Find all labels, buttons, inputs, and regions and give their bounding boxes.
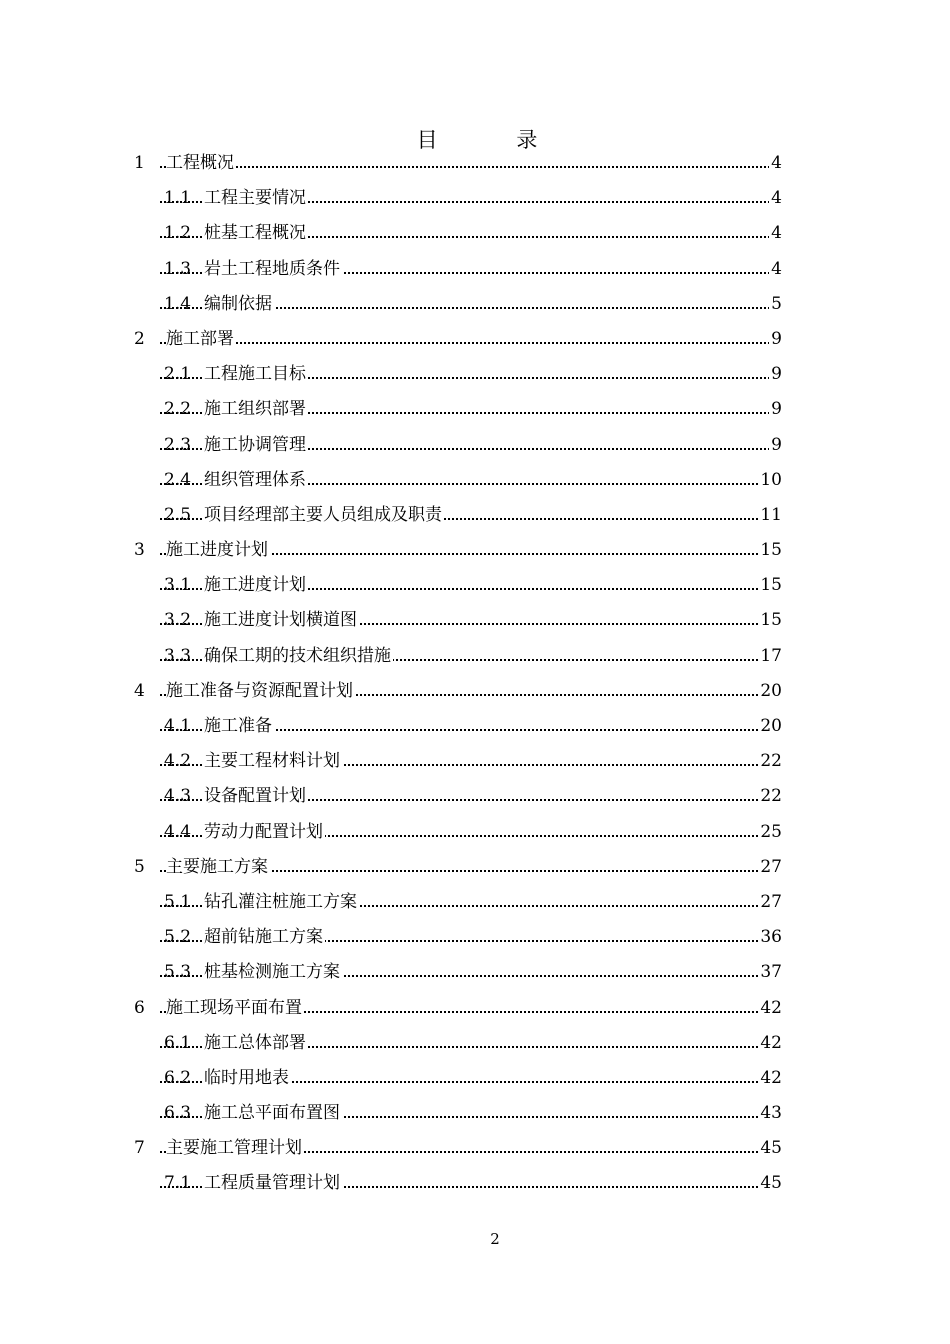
toc-section-entry[interactable] (0, 814, 950, 849)
toc-entry-number: 6 (134, 997, 145, 1018)
toc-entry-title: 钻孔灌注桩施工方案 (204, 891, 357, 912)
toc-entry-page-number: 22 (760, 751, 782, 772)
toc-section-entry[interactable] (0, 356, 950, 391)
toc-chapter-entry[interactable] (0, 321, 950, 356)
toc-entry-page-number: 27 (760, 856, 782, 877)
toc-section-entry[interactable] (0, 778, 950, 813)
toc-dot-leader (160, 340, 782, 344)
toc-entry-number: 3.3 (164, 645, 192, 666)
toc-entry-title: 工程主要情况 (204, 188, 306, 209)
toc-section-entry[interactable] (0, 427, 950, 462)
toc-entry-page-number: 11 (760, 504, 782, 525)
toc-section-entry[interactable] (0, 919, 950, 954)
toc-chapter-entry[interactable] (0, 673, 950, 708)
toc-entry-number: 3.1 (164, 575, 192, 596)
toc-entry-title: 工程施工目标 (204, 364, 306, 385)
toc-entry-number: 2.2 (164, 399, 192, 420)
toc-entry-number: 1.4 (164, 293, 192, 314)
toc-section-entry[interactable] (0, 215, 950, 250)
toc-entry-number: 6.2 (164, 1067, 192, 1088)
toc-entry-number: 2.3 (164, 434, 192, 455)
toc-entry-number: 3.2 (164, 610, 192, 631)
toc-entry-number: 5 (134, 856, 145, 877)
toc-entry-title: 主要工程材料计划 (204, 751, 340, 772)
toc-entry-title: 主要施工管理计划 (166, 1138, 302, 1159)
toc-entry-number: 5.1 (164, 891, 192, 912)
toc-section-entry[interactable] (0, 1095, 950, 1130)
toc-entry-page-number: 17 (760, 645, 782, 666)
toc-entry-page-number: 25 (760, 821, 782, 842)
toc-entry-number: 1.3 (164, 258, 192, 279)
toc-entry-number: 1.2 (164, 223, 192, 244)
toc-entry-page-number: 4 (771, 188, 782, 209)
toc-entry-number: 5.2 (164, 927, 192, 948)
toc-section-entry[interactable] (0, 567, 950, 602)
toc-entry-page-number: 42 (760, 1032, 782, 1053)
toc-entry-page-number: 4 (771, 258, 782, 279)
toc-section-entry[interactable] (0, 743, 950, 778)
toc-entry-title: 施工进度计划 (166, 540, 268, 561)
toc-entry-title: 施工准备 (204, 716, 272, 736)
toc-section-entry[interactable] (0, 884, 950, 919)
toc-entry-title: 设备配置计划 (204, 786, 306, 807)
toc-entry-title: 施工进度计划横道图 (204, 610, 357, 631)
toc-entry-number: 3 (134, 540, 145, 561)
toc-entry-page-number: 45 (760, 1138, 782, 1159)
toc-entry-title: 施工进度计划 (204, 575, 306, 596)
toc-entry-title: 劳动力配置计划 (204, 821, 323, 842)
toc-entry-title: 临时用地表 (204, 1067, 289, 1088)
toc-section-entry[interactable] (0, 251, 950, 286)
toc-entry-page-number: 42 (760, 1067, 782, 1088)
toc-entry-title: 编制依据 (204, 293, 272, 314)
toc-entry-title: 主要施工方案 (166, 856, 268, 877)
toc-entry-page-number: 9 (771, 364, 782, 385)
toc-title: 目 录 (416, 128, 574, 152)
toc-section-entry[interactable] (0, 286, 950, 321)
toc-entry-number: 2.1 (164, 364, 192, 385)
toc-entry-title: 施工准备与资源配置计划 (166, 680, 353, 701)
toc-entry-title: 施工总平面布置图 (204, 1103, 340, 1124)
toc-entry-number: 6.3 (164, 1103, 192, 1124)
toc-entry-page-number: 15 (760, 540, 782, 561)
toc-section-entry[interactable] (0, 462, 950, 497)
toc-entry-page-number: 4 (771, 223, 782, 244)
toc-chapter-entry[interactable] (0, 145, 950, 180)
toc-entry-number: 4.3 (164, 786, 192, 807)
toc-chapter-entry[interactable] (0, 1130, 950, 1165)
toc-section-entry[interactable] (0, 180, 950, 215)
toc-entry-page-number: 9 (771, 434, 782, 455)
toc-section-entry[interactable] (0, 954, 950, 989)
toc-entry-title: 确保工期的技术组织措施 (204, 645, 391, 666)
toc-entry-page-number: 20 (760, 680, 782, 701)
toc-entry-number: 4.4 (164, 821, 192, 842)
toc-section-entry[interactable] (0, 391, 950, 426)
toc-section-entry[interactable] (0, 1025, 950, 1060)
toc-entry-page-number: 20 (760, 716, 782, 736)
toc-entry-title: 施工组织部署 (204, 399, 306, 420)
toc-entry-page-number: 4 (771, 153, 782, 173)
toc-entry-page-number: 22 (760, 786, 782, 807)
toc-section-entry[interactable] (0, 708, 950, 743)
toc-section-entry[interactable] (0, 1165, 950, 1200)
toc-entry-page-number: 45 (760, 1173, 782, 1194)
toc-section-entry[interactable] (0, 497, 950, 532)
toc-entry-number: 4.1 (164, 716, 192, 736)
toc-entry-page-number: 10 (760, 469, 782, 490)
toc-entry-number: 7 (134, 1138, 145, 1159)
toc-entry-title: 施工现场平面布置 (166, 997, 302, 1018)
toc-dot-leader (160, 164, 782, 168)
toc-chapter-entry[interactable] (0, 990, 950, 1025)
toc-entry-page-number: 42 (760, 997, 782, 1018)
toc-entry-number: 1 (134, 153, 145, 173)
toc-entry-page-number: 9 (771, 328, 782, 349)
toc-entry-page-number: 15 (760, 575, 782, 596)
toc-entry-page-number: 15 (760, 610, 782, 631)
toc-entry-number: 5.3 (164, 962, 192, 983)
toc-entry-page-number: 5 (771, 293, 782, 314)
toc-section-entry[interactable] (0, 638, 950, 673)
toc-entry-page-number: 43 (760, 1103, 782, 1124)
toc-entry-number: 2.5 (164, 504, 192, 525)
toc-entry-page-number: 36 (760, 927, 782, 948)
toc-chapter-entry[interactable] (0, 849, 950, 884)
toc-entry-number: 4 (134, 680, 145, 701)
toc-entry-number: 2 (134, 328, 145, 349)
toc-entry-title: 组织管理体系 (204, 469, 306, 490)
toc-section-entry[interactable] (0, 1060, 950, 1095)
toc-entry-title: 桩基工程概况 (204, 223, 306, 244)
toc-entry-number: 2.4 (164, 469, 192, 490)
toc-entry-number: 6.1 (164, 1032, 192, 1053)
toc-entry-title: 施工部署 (166, 328, 234, 349)
toc-entry-title: 施工协调管理 (204, 434, 306, 455)
toc-chapter-entry[interactable] (0, 532, 950, 567)
toc-entry-page-number: 37 (760, 962, 782, 983)
toc-entry-title: 岩土工程地质条件 (204, 258, 340, 279)
toc-entry-title: 项目经理部主要人员组成及职责 (204, 504, 442, 525)
toc-entry-title: 施工总体部署 (204, 1032, 306, 1053)
toc-entry-title: 工程概况 (166, 153, 234, 173)
toc-entry-title: 超前钻施工方案 (204, 927, 323, 948)
table-of-contents (0, 145, 950, 1201)
toc-entry-page-number: 9 (771, 399, 782, 420)
toc-entry-page-number: 27 (760, 891, 782, 912)
toc-section-entry[interactable] (0, 602, 950, 637)
toc-entry-title: 桩基检测施工方案 (204, 962, 340, 983)
toc-entry-number: 1.1 (164, 188, 192, 209)
page-number: 2 (490, 1230, 500, 1248)
toc-entry-number: 4.2 (164, 751, 192, 772)
toc-entry-title: 工程质量管理计划 (204, 1173, 340, 1194)
toc-entry-number: 7.1 (164, 1173, 192, 1194)
